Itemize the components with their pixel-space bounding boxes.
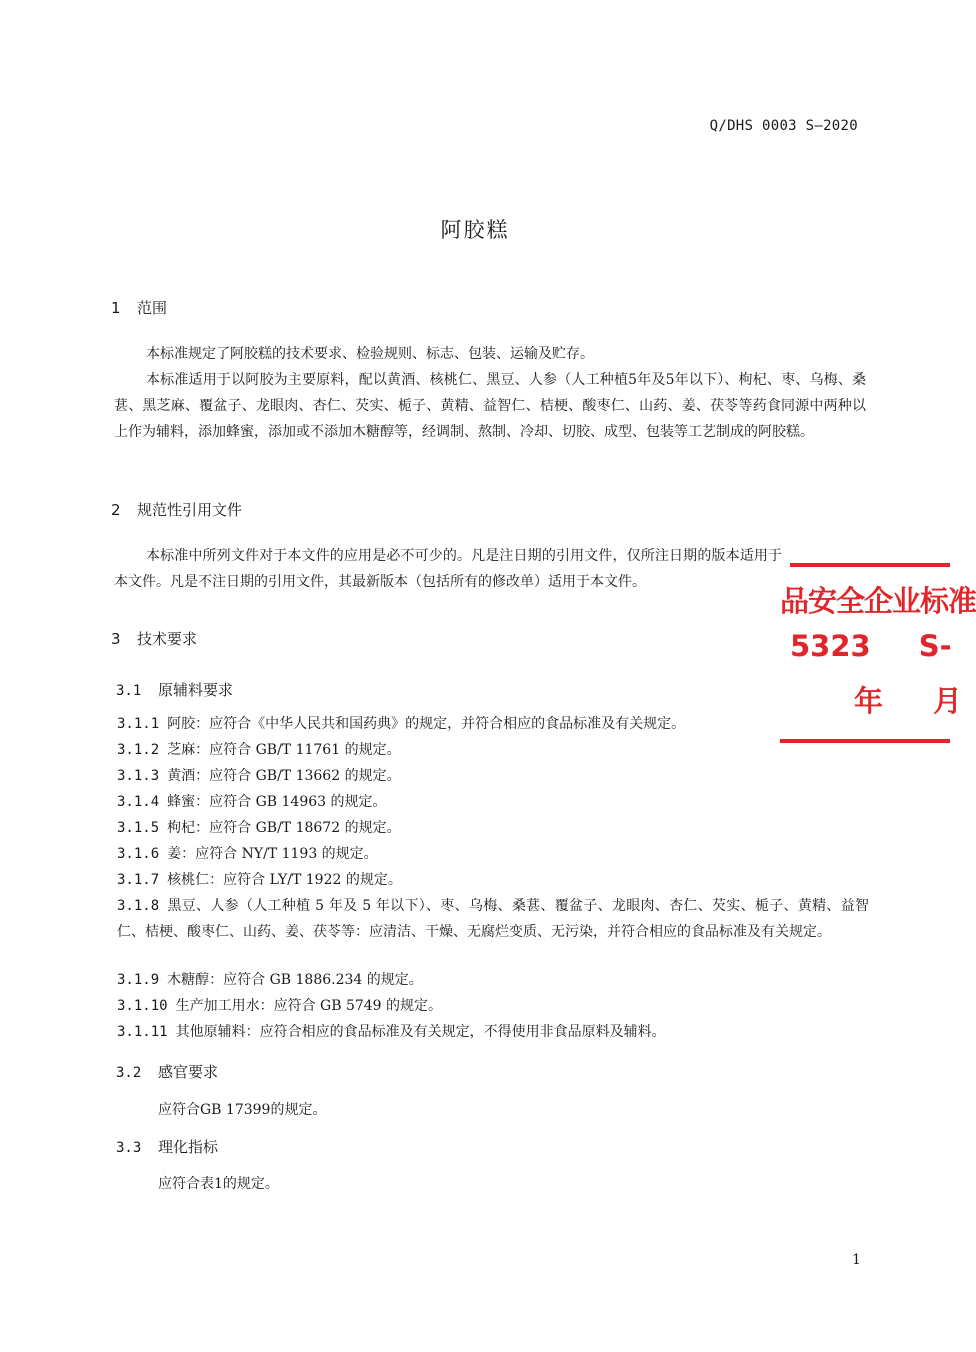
section-1-heading [111,297,167,318]
item-number: 3.1.9 [117,972,160,988]
registration-stamp [780,563,976,753]
item-text: 黑豆、人参（人工种植 5 年及 5 年以下）、枣、乌梅、桑葚、覆盆子、龙眼肉、杏仁、芡实、栀子、黄精、益智仁、桔梗、酸枣仁、山药、姜、茯苓等：应清洁、干燥、无腐烂变质、无污染，并符合相应的食品标准及有关规定。 [117,898,869,940]
page-number: 1 [852,1252,861,1268]
standard-code: Q/DHS 0003 S—2020 [709,118,858,134]
section-title: 原辅料要求 [158,681,234,699]
section-title: 感官要求 [158,1063,219,1081]
section-3-3-heading [116,1136,218,1157]
list-item [117,893,869,945]
section-title: 技术要求 [137,630,198,648]
list-item [117,815,869,841]
section-title: 理化指标 [158,1138,219,1156]
list-item [117,867,869,893]
stamp-month: 月 [933,684,963,718]
list-item [117,967,869,993]
list-item [117,711,869,737]
list-item [117,841,869,867]
item-number: 3.1.2 [117,742,160,758]
item-number: 3.1.11 [117,1024,168,1040]
section-3-1-heading [116,679,233,700]
item-text: 核桃仁：应符合 LY/T 1922 的规定。 [167,872,402,888]
item-text: 木糖醇：应符合 GB 1886.234 的规定。 [167,972,423,988]
list-item [117,763,869,789]
section-3-heading [111,628,197,649]
list-item [117,737,869,763]
item-text: 其他原辅料：应符合相应的食品标准及有关规定，不得使用非食品原料及辅料。 [175,1024,666,1040]
item-number: 3.1.10 [117,998,168,1014]
section-number: 3 [111,630,121,648]
item-number: 3.1.6 [117,846,160,862]
item-text: 蜂蜜：应符合 GB 14963 的规定。 [167,794,387,810]
item-text: 芝麻：应符合 GB/T 11761 的规定。 [167,742,401,758]
item-number: 3.1.4 [117,794,160,810]
stamp-year: 年 [854,684,884,718]
section-number: 1 [111,299,121,317]
list-item [117,1019,869,1045]
stamp-top-bar [790,563,950,567]
stamp-line-2 [790,629,952,663]
list-item [117,789,869,815]
stamp-bottom-bar [780,739,950,743]
item-number: 3.1.1 [117,716,160,732]
section-title: 范围 [137,299,168,317]
item-number: 3.1.5 [117,820,160,836]
scope-paragraph-1: 本标准规定了阿胶糕的技术要求、检验规则、标志、包装、运输及贮存。 [146,346,594,362]
document-title: 阿胶糕 [440,218,510,242]
stamp-suffix: S- [918,629,952,663]
item-text: 黄酒：应符合 GB/T 13662 的规定。 [167,768,401,784]
section-2-heading [111,499,242,520]
physicochemical-requirement-text: 应符合表1的规定。 [158,1176,279,1192]
section-number: 3.2 [116,1065,142,1081]
list-item [117,993,869,1019]
item-text: 阿胶：应符合《中华人民共和国药典》的规定，并符合相应的食品标准及有关规定。 [167,716,686,732]
stamp-line-1: 品安全企业标准 [780,584,976,618]
item-number: 3.1.3 [117,768,160,784]
section-number: 2 [111,501,121,519]
section-3-2-heading [116,1061,218,1082]
item-number: 3.1.7 [117,872,160,888]
item-text: 生产加工用水：应符合 GB 5749 的规定。 [175,998,443,1014]
references-paragraph: 本标准中所列文件对于本文件的应用是必不可少的。凡是注日期的引用文件，仅所注日期的版本适用于本文件。凡是不注日期的引用文件，其最新版本（包括所有的修改单）适用于本文件。 [114,548,782,590]
sensory-requirement-text: 应符合GB 17399的规定。 [158,1102,327,1118]
section-number: 3.1 [116,683,142,699]
stamp-number: 5323 [790,629,871,663]
scope-paragraph-2: 本标准适用于以阿胶为主要原料，配以黄酒、核桃仁、黑豆、人参（人工种植5年及5年以下）、枸杞、枣、乌梅、桑葚、黑芝麻、覆盆子、龙眼肉、杏仁、芡实、栀子、黄精、益智仁、桔梗、酸枣仁、山药、姜、茯苓等药食同源中两种以上作为辅料，添加蜂蜜，添加或不添加木糖醇等，经调制、熬制、冷却、切胶、成型、包装等工艺制成的阿胶糕。 [114,372,866,440]
section-number: 3.3 [116,1140,142,1156]
stamp-line-3 [854,679,962,720]
section-title: 规范性引用文件 [137,501,243,519]
item-text: 枸杞：应符合 GB/T 18672 的规定。 [167,820,401,836]
item-number: 3.1.8 [117,898,160,914]
item-text: 姜：应符合 NY/T 1193 的规定。 [167,846,378,862]
